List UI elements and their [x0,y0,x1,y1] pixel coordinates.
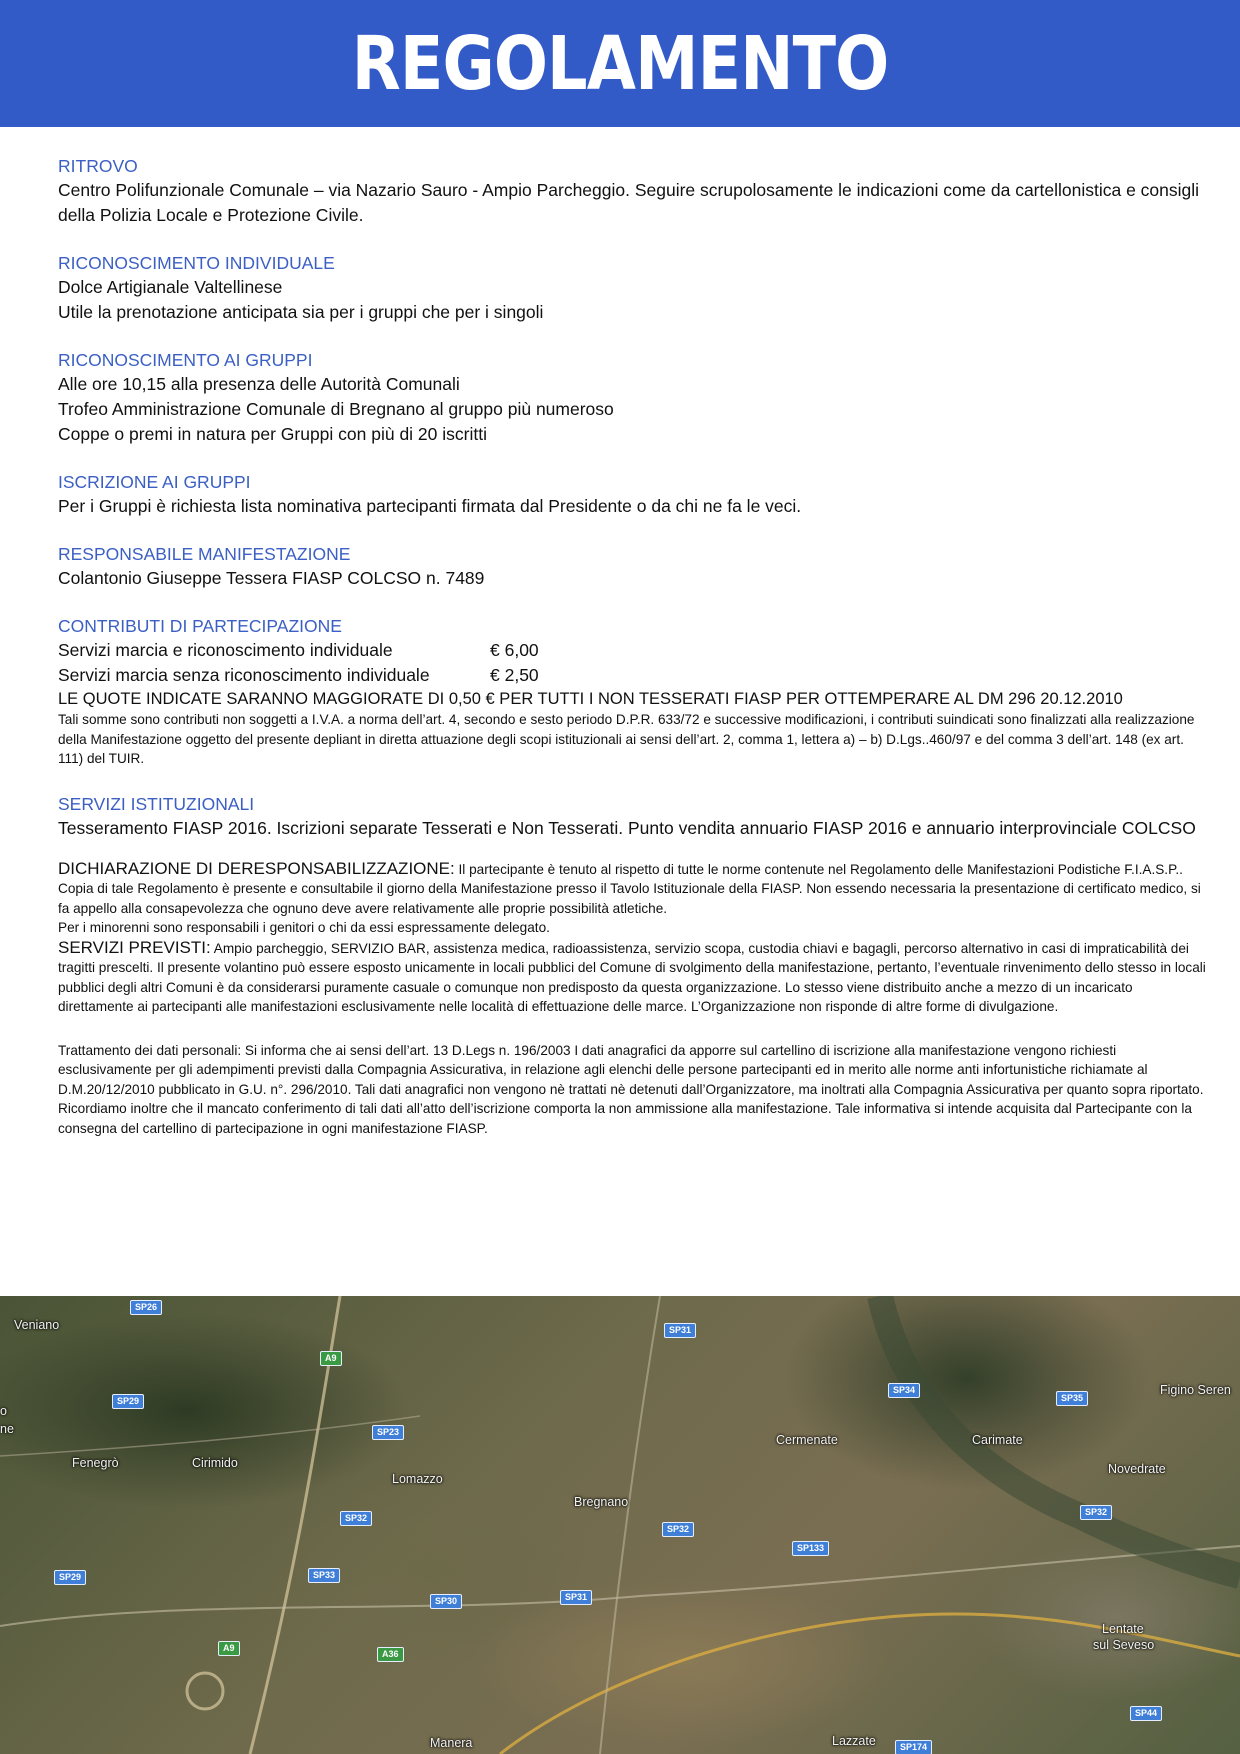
map-place-label: Fenegrò [72,1456,119,1470]
map-place-label: Lomazzo [392,1472,443,1486]
map-place-label: ne [0,1422,14,1436]
section-title: RITROVO [58,156,138,176]
section-title: RICONOSCIMENTO AI GRUPPI [58,350,313,370]
map-place-label: Carimate [972,1433,1023,1447]
paragraph-text: Il partecipante è tenuto al rispetto di tutte le norme contenute nel Regolamento delle Manifestazioni Podistiche F.I.A.S.P.. Copia di tale Regolamento è presente e consultabile il giorno della Manifestazione presso il Tavolo Istituzionale della FIASP. Non essendo necessaria la presentazione di certificato medico, si fa appello alla consapevolezza che ognuno deve avere relativamente alle proprie possibilità atletiche. [58,861,1201,916]
section-privacy [58,1041,1208,1139]
paragraph-text: Ampio parcheggio, SERVIZIO BAR, assistenza medica, radioassistenza, servizio scopa, custodia chiavi e bagagli, percorso alternativo in casi di impraticabilità dei tragitti prescelti. Il presente volantino può essere esposto unicamente in locali pubblici del Comune di svolgimento della manifestazione, pertanto, l’eventuale rinvenimento dello stesso in locali pubblici degli altri Comuni è da considerarsi puramente casuale o comunque non predisposto da questa organizzazione. Lo stesso viene distribuito anche a mezzo di un incaricato direttamente ai partecipanti alle manifestazioni esclusivamente nelle località di effettuazione delle marce. L’Organizzazione non risponde di altre forme di divulgazione. [58,940,1206,1014]
section-text: Coppe o premi in natura per Gruppi con più di 20 iscritti [58,424,487,444]
map-place-label: Lazzate [832,1734,876,1748]
map-place-label: Novedrate [1108,1462,1166,1476]
dichiarazione-paragraph [58,859,1208,919]
section-title: ISCRIZIONE AI GRUPPI [58,472,251,492]
road-sign: SP44 [1130,1706,1162,1721]
road-sign: SP174 [895,1740,932,1754]
road-sign: SP32 [1080,1505,1112,1520]
road-sign: SP31 [560,1590,592,1605]
road-sign: SP33 [308,1568,340,1583]
section-responsabile [58,543,1208,591]
map-place-label: o [0,1404,7,1418]
map-place-label: Cirimido [192,1456,238,1470]
fee-row [58,663,1208,688]
road-sign: SP29 [54,1570,86,1585]
road-sign: A9 [218,1641,240,1656]
map-roads-layer [0,1296,1240,1754]
legal-note: Tali somme sono contributi non soggetti a I.V.A. a norma dell’art. 4, secondo e sesto periodo D.P.R. 633/72 e successive modificazioni, i contributi suindicati sono finalizzati alla realizzazione della Manifestazione oggetto del presente depliant in diretta attuazione degli scopi istituzionali ai sensi dell’art. 2, comma 1, lettera a) – b) D.Lgs..460/97 e del comma 3 dell’art. 148 (ex art. 111) del TUIR. [58,712,1195,766]
map-place-label: Veniano [14,1318,60,1332]
inline-heading: DICHIARAZIONE DI DERESPONSABILIZZAZIONE: [58,858,455,878]
road-sign: SP32 [340,1511,372,1526]
section-riconoscimento-individuale [58,252,1208,325]
road-sign: SP34 [888,1383,920,1398]
fee-row [58,638,1208,663]
section-text: Per i Gruppi è richiesta lista nominativa partecipanti firmata dal Presidente o da chi ne fa le veci. [58,496,802,516]
header-banner [0,0,1240,127]
satellite-map [0,1296,1240,1754]
paragraph-text: Per i minorenni sono responsabili i genitori o chi da essi espressamente delegato. [58,920,550,935]
section-riconoscimento-gruppi [58,349,1208,447]
servizi-paragraph [58,938,1208,1017]
section-text: Dolce Artigianale Valtellinese [58,277,283,297]
fee-amount: € 6,00 [490,640,539,660]
road-sign: SP30 [430,1594,462,1609]
section-servizi-previsti [58,938,1208,1017]
section-text: Colantonio Giuseppe Tessera FIASP COLCSO n. 7489 [58,568,485,588]
fee-notice: LE QUOTE INDICATE SARANNO MAGGIORATE DI 0,50 € PER TUTTI I NON TESSERATI FIASP PER OTTEMPERARE AL DM 296 20.12.2010 [58,690,1123,708]
fee-amount: € 2,50 [490,665,539,685]
road-sign: SP32 [662,1522,694,1537]
section-dichiarazione [58,859,1208,938]
section-ritrovo [58,155,1208,228]
fee-label: Servizi marcia e riconoscimento individuale [58,640,393,660]
regulation-content [58,155,1208,1138]
section-title: RESPONSABILE MANIFESTAZIONE [58,544,351,564]
privacy-text: Trattamento dei dati personali: Si informa che ai sensi dell’art. 13 D.Legs n. 196/2003 I dati anagrafici da apporre sul cartellino di iscrizione alla manifestazione vengono richiesti esclusivamente per gli adempimenti previsti dalla Compagnia Assicurativa, in relazione agli elenchi delle persone partecipanti ed in merito alle norme anti infortunistiche richiamate al D.M.20/12/2010 pubblicato in G.U. n°. 296/2010. Tali dati anagrafici non vengono nè trattati nè detenuti dall’Organizzatore, ma inoltrati alla Compagnia Assicurativa per quanto sopra riportato. Ricordiamo inoltre che il mancato conferimento di tali dati all’atto dell’iscrizione comporta la non ammissione alla manifestazione. Tale informativa si intende acquisita dal Partecipante con la consegna del cartellino di partecipazione in ogni manifestazione FIASP. [58,1042,1204,1136]
map-place-label: Figino Seren [1160,1383,1231,1397]
section-title: RICONOSCIMENTO INDIVIDUALE [58,253,335,273]
road-sign: SP133 [792,1541,829,1556]
map-place-label: Lentate [1102,1622,1144,1636]
page-title: REGOLAMENTO [351,20,889,107]
road-sign: SP31 [664,1323,696,1338]
section-title: CONTRIBUTI DI PARTECIPAZIONE [58,616,342,636]
section-servizi-istituzionali [58,793,1208,841]
section-text: Alle ore 10,15 alla presenza delle Autorità Comunali [58,374,460,394]
road-sign: A9 [320,1351,342,1366]
road-sign: SP23 [372,1425,404,1440]
road-sign: SP29 [112,1394,144,1409]
map-place-label: Manera [430,1736,473,1750]
map-place-label: Cermenate [776,1433,838,1447]
section-text: Utile la prenotazione anticipata sia per i gruppi che per i singoli [58,302,544,322]
road-sign: SP26 [130,1300,162,1315]
road-sign: SP35 [1056,1391,1088,1406]
section-title: SERVIZI ISTITUZIONALI [58,793,255,814]
road-sign: A36 [377,1647,404,1662]
section-text: Trofeo Amministrazione Comunale di Bregnano al gruppo più numeroso [58,399,614,419]
inline-heading: SERVIZI PREVISTI: [58,937,211,957]
map-place-label: Bregnano [574,1495,629,1509]
fee-label: Servizi marcia senza riconoscimento individuale [58,665,430,685]
section-iscrizione-gruppi [58,471,1208,519]
section-text: Tesseramento FIASP 2016. Iscrizioni separate Tesserati e Non Tesserati. Punto vendita annuario FIASP 2016 e annuario interprovinciale COLCSO [58,817,1196,838]
section-text: Centro Polifunzionale Comunale – via Nazario Sauro - Ampio Parcheggio. Seguire scrupolosamente le indicazioni come da cartellonistica e consigli della Polizia Locale e Protezione Civile. [58,180,1200,225]
map-place-label: sul Seveso [1093,1638,1155,1652]
section-contributi [58,615,1208,769]
